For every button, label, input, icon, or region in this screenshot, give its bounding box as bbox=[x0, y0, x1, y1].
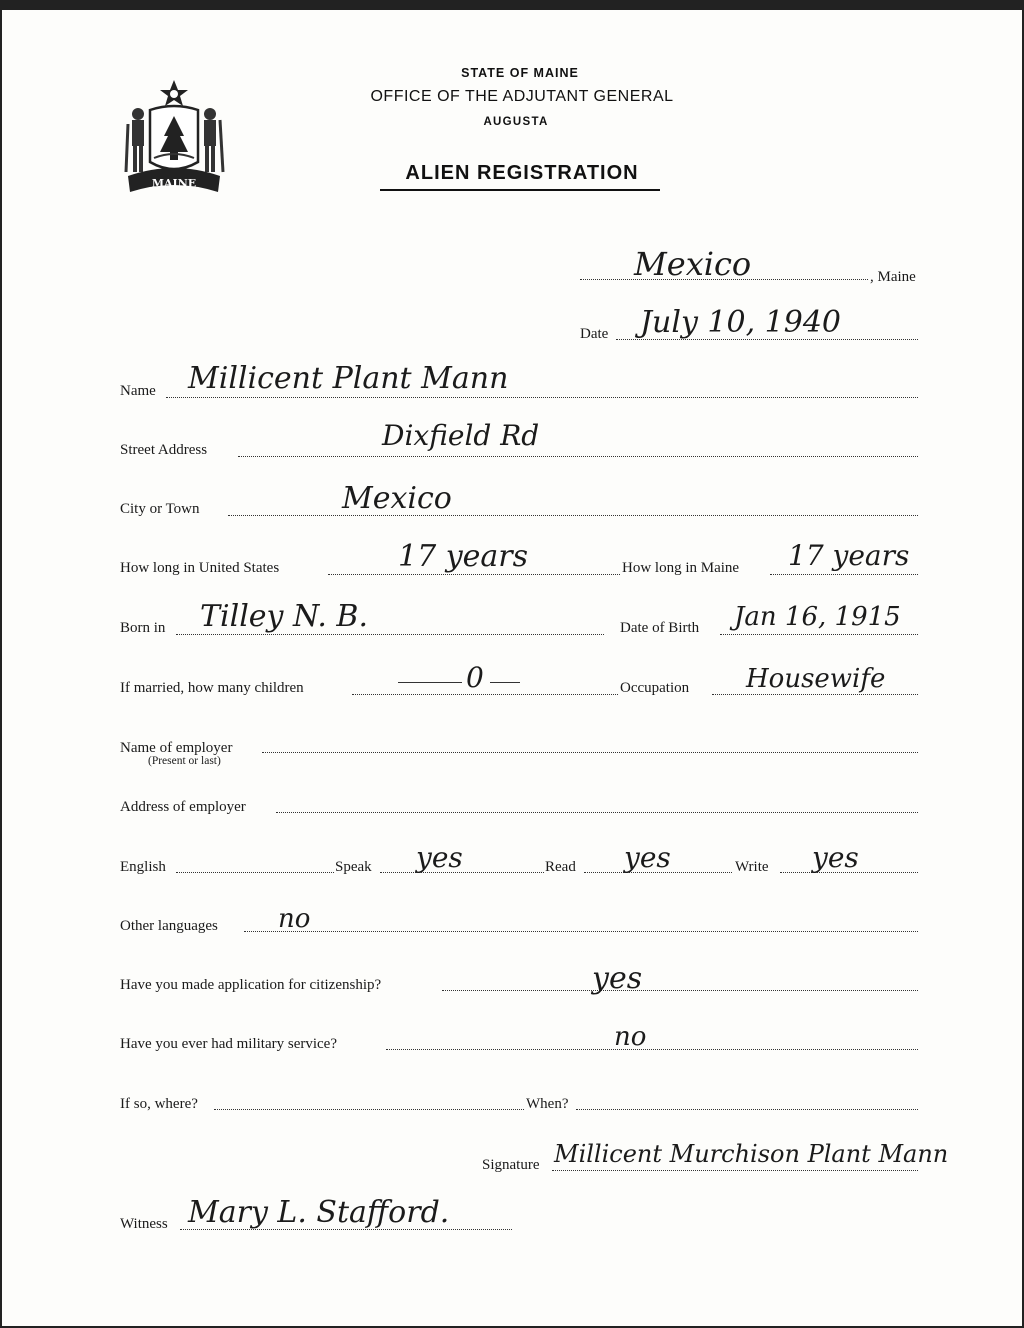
witness-label: Witness bbox=[120, 1216, 168, 1232]
children-label: If married, how many children bbox=[120, 680, 304, 696]
name-dotted-line bbox=[166, 397, 918, 398]
dob-value: Jan 16, 1915 bbox=[734, 602, 901, 632]
citizenship-label: Have you made application for citizenship? bbox=[120, 977, 382, 993]
header-office: OFFICE OF THE ADJUTANT GENERAL bbox=[370, 88, 674, 105]
children-dash-right bbox=[490, 682, 520, 683]
citizenship-value: yes bbox=[592, 961, 643, 996]
scan-border bbox=[2, 2, 1024, 10]
occupation-label: Occupation bbox=[620, 680, 690, 696]
employer-label: Name of employer bbox=[120, 740, 233, 756]
employer-dotted-line bbox=[262, 752, 918, 753]
witness-value: Mary L. Stafford. bbox=[188, 1195, 450, 1230]
when-label: When? bbox=[526, 1096, 569, 1112]
children-value: 0 bbox=[466, 661, 484, 694]
children-dotted-line bbox=[352, 694, 618, 695]
town-value: Mexico bbox=[634, 245, 752, 283]
speak-value: yes bbox=[416, 841, 463, 874]
citizenship-dotted-line bbox=[442, 990, 918, 991]
how-long-maine-label: How long in Maine bbox=[622, 560, 740, 576]
city-dotted-line bbox=[228, 515, 918, 516]
signature-label: Signature bbox=[482, 1157, 540, 1173]
other-languages-value: no bbox=[278, 904, 311, 934]
where-label: If so, where? bbox=[120, 1096, 198, 1112]
born-in-value: Tilley N. B. bbox=[200, 599, 369, 634]
city-label: City or Town bbox=[120, 501, 200, 517]
write-value: yes bbox=[812, 841, 859, 874]
other-languages-label: Other languages bbox=[120, 918, 218, 934]
employer-sublabel: (Present or last) bbox=[148, 755, 221, 767]
name-label: Name bbox=[120, 383, 156, 399]
military-label: Have you ever had military service? bbox=[120, 1036, 337, 1052]
how-long-us-value: 17 years bbox=[398, 539, 529, 574]
header-state: STATE OF MAINE bbox=[461, 66, 579, 80]
name-value: Millicent Plant Mann bbox=[188, 361, 509, 396]
other-languages-dotted-line bbox=[244, 931, 918, 932]
city-value: Mexico bbox=[342, 481, 452, 516]
born-in-dotted-line bbox=[176, 634, 604, 635]
when-dotted-line bbox=[576, 1109, 918, 1110]
military-value: no bbox=[614, 1022, 647, 1052]
dob-label: Date of Birth bbox=[620, 620, 700, 636]
how-long-us-label: How long in United States bbox=[120, 560, 280, 576]
street-dotted-line bbox=[238, 456, 918, 457]
signature-value: Millicent Murchison Plant Mann bbox=[554, 1140, 949, 1168]
read-label: Read bbox=[545, 859, 576, 875]
street-label: Street Address bbox=[120, 442, 208, 458]
date-label: Date bbox=[580, 326, 609, 342]
write-label: Write bbox=[735, 859, 769, 875]
town-suffix-label: , Maine bbox=[870, 269, 916, 285]
how-long-us-dotted-line bbox=[328, 574, 620, 575]
military-dotted-line bbox=[386, 1049, 918, 1050]
children-dash-left bbox=[398, 682, 462, 683]
svg-text:MAINE: MAINE bbox=[151, 177, 197, 190]
read-value: yes bbox=[624, 841, 671, 874]
date-value: July 10, 1940 bbox=[640, 305, 842, 340]
occupation-value: Housewife bbox=[746, 664, 886, 694]
signature-dotted-line bbox=[552, 1170, 918, 1171]
occupation-dotted-line bbox=[712, 694, 918, 695]
english-dotted-line bbox=[176, 872, 334, 873]
title-underline bbox=[380, 189, 660, 191]
street-value: Dixfield Rd bbox=[382, 419, 540, 452]
how-long-maine-dotted-line bbox=[770, 574, 918, 575]
born-in-label: Born in bbox=[120, 620, 166, 636]
speak-label: Speak bbox=[335, 859, 372, 875]
employer-address-label: Address of employer bbox=[120, 799, 246, 815]
header-city: AUGUSTA bbox=[483, 116, 549, 128]
dob-dotted-line bbox=[720, 634, 918, 635]
employer-address-dotted-line bbox=[276, 812, 918, 813]
how-long-maine-value: 17 years bbox=[788, 539, 910, 572]
english-label: English bbox=[120, 859, 166, 875]
where-dotted-line bbox=[214, 1109, 524, 1110]
form-title: ALIEN REGISTRATION bbox=[405, 162, 639, 184]
